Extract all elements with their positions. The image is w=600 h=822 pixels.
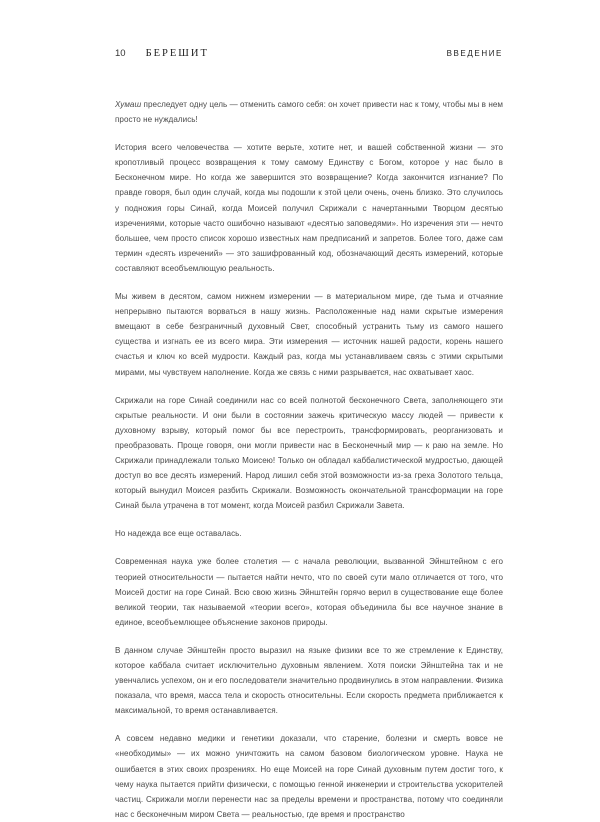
running-header: [115, 48, 503, 62]
paragraph-8: А совсем недавно медики и генетики доказали, что старение, болезни и смерть вовсе не «необходимы» — их можно уничтожить на самом базовом биологическом уровне. Наука не ошибается в этих своих прозрениях. Но еще Моисей на горе Синай духовным путем достиг того, к чему наука пытается прийти физически, с помощью генной инженерии и строительства ускорителей частиц. Скрижали могли перенести нас за пределы времени и пространства, потому что соединяли нас с бесконечным миром Света — реальностью, где время и пространство: [115, 734, 503, 819]
section-title: ВВЕДЕНИЕ: [446, 49, 503, 58]
italic-term: Хумаш: [115, 100, 142, 109]
paragraph-1: [115, 97, 503, 127]
body-text: [115, 97, 503, 822]
paragraph-4: Скрижали на горе Синай соединили нас со всей полнотой бесконечного Света, заполняющего эти скрытые реальности. И они были в состоянии зажечь критическую массу людей — привести к духовному взрыву, который помог бы все перестроить, трансформировать, реорганизовать и преобразовать. Проще говоря, они могли привести нас в Бесконечный мир — к раю на земле. Но Скрижали принадлежали только Моисею! Только он обладал каббалистической мудростью, дающей доступ во все десять измерений. Народ лишил себя этой возможности из-за греха Золотого тельца, который вынудил Моисея разбить Скрижали. Возможность окончательной трансформации на горе Синай была утрачена в тот момент, когда Моисей разбил Скрижали Завета.: [115, 395, 503, 511]
page-number: 10: [115, 48, 126, 59]
book-title: БЕРЕШИТ: [145, 48, 209, 59]
paragraph-text: преследует одну цель — отменить самого себя: он хочет привести нас к тому, чтобы мы в нем просто не нуждались!: [115, 100, 503, 125]
paragraph-2: История всего человечества — хотите верьте, хотите нет, и вашей собственной жизни — это кропотливый процесс возвращения к тому самому Единству с Богом, которое у нас было в Бесконечном мире. Но когда же завершится это возвращение? Когда закончится изгнание? По правде говоря, был один случай, когда мы подошли к этой цели очень, очень близко. Это случилось у подножия горы Синай, когда Моисей получил Скрижали с начертанными Творцом десятью изречениями, которые часто ошибочно называют «десятью заповедями». Но изречения эти — нечто большее, чем просто список хорошо известных нам предписаний и запретов. Более того, даже сам термин «десять изречений» — это зашифрованный код, обозначающий десять измерений, которые составляют всеобъемлющую реальность.: [115, 143, 503, 273]
paragraph-5: Но надежда все еще оставалась.: [115, 529, 242, 539]
paragraph-7: В данном случае Эйнштейн просто выразил на языке физики все то же стремление к Единству, которое каббала считает исключительно духовным явлением. Хотя поиски Эйнштейна так и не увенчались успехом, он и его последователи значительно продвинулись в этом направлении. Физика показала, что время, масса тела и скорость относительны. Если скорость предмета приближается к максимальной, то время останавливается.: [115, 645, 503, 716]
paragraph-3: Мы живем в десятом, самом нижнем измерении — в материальном мире, где тьма и отчаяние непрерывно пытаются ворваться в нашу жизнь. Расположенные над нами скрытые измерения вмещают в себе безграничный духовный Свет, способный устранить тьму из самого нашего существа и изгнать ее из всего мира. Эти измерения — источник нашей радости, корень нашего счастья и ключ ко всей мудрости. Каждый раз, когда мы устанавливаем связь с этими скрытыми мирами, мы чувствуем наполнение. Когда же связь с ними разрывается, нас охватывает хаос.: [115, 292, 503, 377]
paragraph-6: Современная наука уже более столетия — с начала революции, вызванной Эйнштейном с его теорией относительности — пытается найти нечто, что по своей сути мало отличается от того, что Моисей достиг на горе Синай. Всю свою жизнь Эйнштейн горячо верил в существование еще более великой теории, так называемой «теории всего», которая объединила бы все научное знание в единое, всеобъемлющее объяснение законов природы.: [115, 557, 503, 627]
